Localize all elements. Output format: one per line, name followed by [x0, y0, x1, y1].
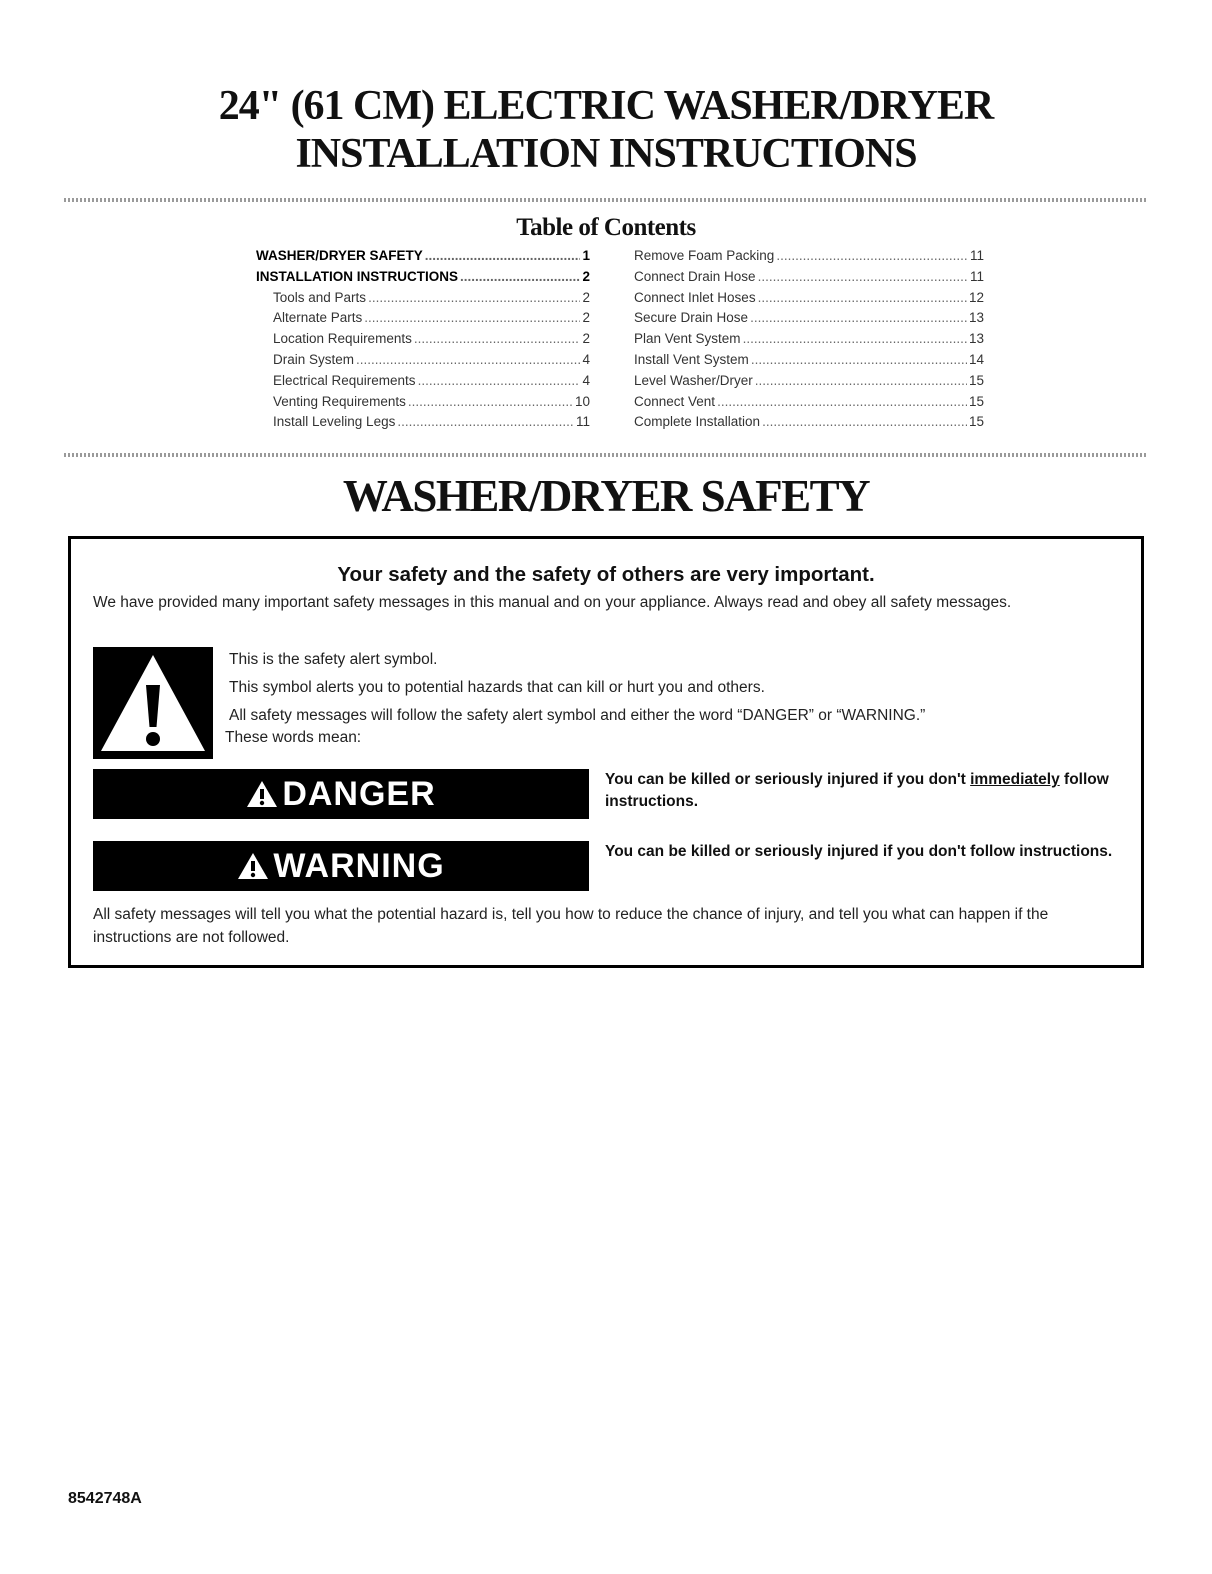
toc-entry-page: 11 — [969, 248, 984, 263]
safety-subtitle: Your safety and the safety of others are very important. — [337, 563, 875, 586]
toc-entry-label: Complete Installation — [634, 414, 761, 430]
toc-entry-label: Level Washer/Dryer — [634, 372, 753, 388]
toc-leader-dots — [460, 269, 580, 284]
section-heading: WASHER/DRYER SAFETY — [342, 471, 870, 521]
toc-leader-dots — [397, 414, 574, 429]
toc-leader-dots — [368, 290, 580, 305]
safety-intro: We have provided many important safety messages in this manual and on your appliance. Always read and obey all safety messages. — [93, 594, 1012, 611]
toc-entry-page: 2 — [582, 289, 590, 305]
toc-entry-page: 10 — [574, 393, 590, 409]
toc-leader-dots — [743, 331, 967, 346]
toc-entry[interactable] — [634, 352, 984, 373]
warning-message: You can be killed or seriously injured if you don't follow instructions. — [605, 843, 1113, 860]
warning-triangle-icon — [246, 779, 278, 809]
toc-entry-label: Install Leveling Legs — [273, 414, 396, 430]
document-title-line-2: INSTALLATION INSTRUCTIONS — [295, 131, 917, 177]
toc-entry-page: 1 — [582, 248, 590, 263]
toc-entry[interactable] — [256, 310, 590, 331]
alert-line: These words mean: — [225, 729, 362, 746]
safety-closing: All safety messages will tell you what the potential hazard is, tell you how to reduce the chance of injury, and tell you what can happen if the instructions are not followed. — [93, 906, 1049, 946]
toc-entry-label: WASHER/DRYER SAFETY — [256, 248, 423, 263]
alert-symbol-icon — [93, 647, 213, 759]
document-number: 8542748A — [68, 1490, 142, 1507]
toc-entry[interactable] — [256, 248, 590, 269]
toc-entry-label: INSTALLATION INSTRUCTIONS — [256, 268, 458, 284]
toc-entry-label: Venting Requirements — [273, 393, 406, 409]
toc-entry[interactable] — [634, 248, 984, 269]
toc-entry-page: 11 — [969, 268, 984, 284]
toc-leader-dots — [425, 248, 581, 263]
toc-entry[interactable] — [256, 290, 590, 311]
toc-entry-label: Drain System — [273, 351, 355, 367]
warning-triangle-icon — [237, 851, 269, 881]
toc-entry-page: 2 — [582, 310, 590, 326]
toc-entry-page: 14 — [968, 351, 984, 367]
alert-line: This symbol alerts you to potential hazards that can kill or hurt you and others. — [229, 679, 765, 696]
toc-leader-dots — [364, 310, 580, 325]
toc-entry[interactable] — [256, 394, 590, 415]
danger-label: DANGER — [282, 774, 436, 813]
warning-signal-bar — [93, 841, 589, 891]
toc-leader-dots — [750, 310, 967, 325]
alert-line: All safety messages will follow the safety alert symbol and either the word “DANGER” or “WARNING.” — [229, 707, 926, 724]
toc-entry-label: Alternate Parts — [273, 310, 363, 326]
toc-entry[interactable] — [634, 373, 984, 394]
toc-right-column — [634, 248, 984, 435]
danger-signal-bar — [93, 769, 589, 819]
toc-entry-label: Electrical Requirements — [273, 372, 416, 388]
toc-leader-dots — [408, 394, 573, 409]
toc-entry-page: 2 — [582, 331, 590, 347]
toc-entry-label: Remove Foam Packing — [634, 248, 775, 263]
toc-entry[interactable] — [634, 310, 984, 331]
safety-box — [68, 536, 1144, 968]
toc-entry[interactable] — [634, 394, 984, 415]
toc-heading: Table of Contents — [516, 214, 696, 241]
toc-entry[interactable] — [634, 269, 984, 290]
danger-message-start: You can be killed or seriously injured if you don't — [605, 771, 971, 788]
toc-entry-page: 11 — [575, 414, 590, 430]
toc-leader-dots — [758, 290, 967, 305]
toc-entry-label: Location Requirements — [273, 331, 412, 347]
toc-entry[interactable] — [634, 414, 984, 435]
toc-entry-label: Tools and Parts — [273, 289, 367, 305]
toc-entry-page: 13 — [968, 310, 984, 326]
toc-entry-page: 12 — [968, 289, 984, 305]
toc-entry-page: 4 — [582, 372, 590, 388]
top-divider — [64, 198, 1148, 202]
toc-leader-dots — [356, 352, 580, 367]
toc-entry-page: 13 — [968, 331, 984, 347]
toc-entry-page: 4 — [582, 351, 590, 367]
toc-entry[interactable] — [634, 331, 984, 352]
toc-leader-dots — [776, 248, 968, 263]
toc-entry-label: Install Vent System — [634, 351, 749, 367]
toc-left-column — [256, 248, 590, 435]
toc-entry-label: Secure Drain Hose — [634, 310, 749, 326]
alert-explanation — [225, 651, 1109, 751]
toc-leader-dots — [717, 394, 967, 409]
alert-line: This is the safety alert symbol. — [229, 651, 438, 668]
toc-entry-page: 15 — [968, 414, 984, 430]
toc-entry[interactable] — [256, 414, 590, 435]
toc-entry[interactable] — [256, 373, 590, 394]
toc-entry[interactable] — [256, 269, 590, 290]
toc-entry[interactable] — [256, 331, 590, 352]
toc-entry-label: Connect Inlet Hoses — [634, 289, 756, 305]
bottom-divider — [64, 453, 1148, 457]
toc-entry-page: 15 — [968, 393, 984, 409]
toc-entry[interactable] — [256, 352, 590, 373]
toc-leader-dots — [418, 373, 581, 388]
toc-entry-page: 15 — [968, 372, 984, 388]
toc-entry[interactable] — [634, 290, 984, 311]
toc-leader-dots — [755, 373, 967, 388]
toc-leader-dots — [751, 352, 967, 367]
toc-leader-dots — [414, 331, 581, 346]
toc-entry-page: 2 — [582, 268, 590, 284]
toc-entry-label: Plan Vent System — [634, 331, 741, 347]
toc-entry-label: Connect Drain Hose — [634, 268, 756, 284]
warning-label: WARNING — [273, 846, 445, 885]
document-title-line-1: 24" (61 CM) ELECTRIC WASHER/DRYER — [218, 83, 994, 129]
danger-message — [605, 769, 1131, 813]
toc-entry-label: Connect Vent — [634, 393, 716, 409]
toc-leader-dots — [762, 414, 967, 429]
toc-leader-dots — [758, 269, 968, 284]
danger-message-end: follow instructions. — [605, 771, 1109, 810]
danger-message-emphasis: immediately — [970, 771, 1060, 788]
